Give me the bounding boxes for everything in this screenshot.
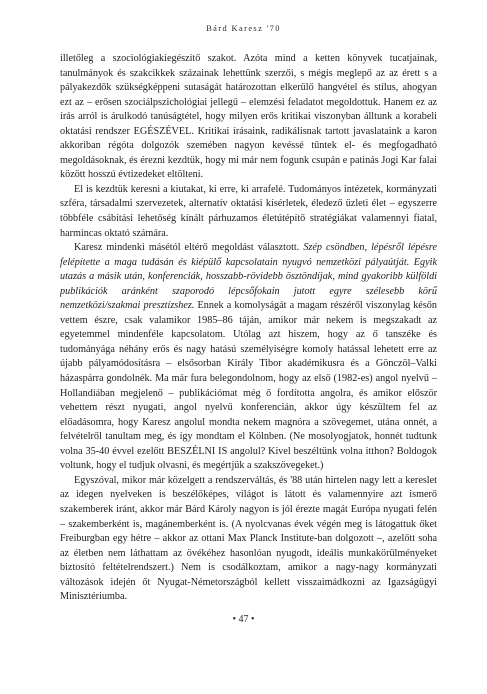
- paragraph-3-intro: Karesz mindenki másétól eltérő megoldást választott.: [74, 242, 304, 254]
- running-head: Bárd Karesz '70: [206, 24, 281, 33]
- page-number: • 47 •: [232, 614, 255, 625]
- paragraph-2: El is kezdtük keresni a kiutakat, ki erre, ki arrafelé. Tudományos intézetek, kormányzati szféra, társadalmi szervezetek, alternatív oktatási kísérletek, éledező üzleti élet – egyszerre többféle csábítási lehetőség kínált párhuzamos életútépítő stratégiákat valamennyi fiatal, harmincas oktató számára.: [60, 183, 437, 239]
- paragraph-3: [60, 241, 437, 474]
- paragraph-1: illetőleg a szociológiakiegészítő szakot. Azóta mind a ketten könyvek tucatjainak, tanulmányok és szakcikkek százainak lehettünk szerzői, s mégis meglepő az az érett s a pályakezdők szükségképpeni sutaságát határozottan elkerülő hangvétel és stílus, ahogyan ezt az – erősen szociálpszichológiai jellegű – elemzési feladatot megoldottuk. Hanem ez az írás arról is árulkodó tanúságtétel, hogy milyen erős kritikai viszonyban álltunk a korabeli oktatási rendszer EGÉSZÉVEL. Kritikai írásaink, radikálisnak tartott javaslataink a karon akkoriban régóta dolgozók szemében nagyon kevéssé tűntek el- és megfogadható megoldásoknak, és érezni kezdtük, hogy mi már nem fogunk csupán e patinás Jogi Kar falai között hosszú évtizedeket eltölteni.: [60, 53, 437, 181]
- paragraph-3-italic: Szép csöndben, lépésről lépésre felépítette a maga tudásán és kiépülő kapcsolatain nyugvó nemzetközi pályaútját. Egyik utazás a másik után, konferenciák, hosszabb-rövidebb ösztöndíjak, mind gyakoribb külföldi publikációk aránként szaporodó lépcsőfokain jutott egyre szélesebb körű nemzetközi/szakmai presztízshez.: [60, 242, 437, 312]
- paragraph-3-rest: Ennek a komolyságát a magam részéről viszonylag későn vettem észre, csak valamikor 1985–86 táján, amikor már nekem is megszakadt az egyetemmel mindenféle kapcsolatom. Utólag azt hiszem, hogy az ő tanszéke és tudományága néhány erős és nagy hatású személyiségre komoly hatással lehetett erre az újabb pályamódosításra – elsősorban Király Tibor akadémikusra és a Gönczöl–Valki házaspárra gondolnék. Ma már fura belegondolnom, hogy az első (1982-es) angol nyelvű – Hollandiában megjelenő – publikációmat még ő fordította angolra, és amikor először vehettem részt nyugati, angol nyelvű konferencián, akkor úgy készültem fel az előadásomra, hogy Karesz angolul mondta nekem magnóra a szövegemet, utána onnét, a felvételről tanultam meg, és így mondtam el Kölnben. (Ne mosolyogjatok, honnét tudtunk volna 35-40 évvel ezelőtt BESZÉLNI IS angolul? Kivel beszéltünk volna itthon? Boldogok voltunk, hogy el tudjuk olvasni, és megértjük a szakszövegeket.): [60, 300, 437, 472]
- body-text: [60, 52, 437, 605]
- paragraph-4: Egyszóval, mikor már közelgett a rendszerváltás, és '88 után hirtelen nagy lett a kereslet az idegen nyelveken is beszélőképes, világot is látott és valamennyire azt ismerő szakemberek iránt, akkor már Bárd Károly nagyon is jól érezte magát Európa nyugati felén – szakemberként is, magánemberként is. (A nyolcvanas évek végén meg is látogattuk őket Freiburgban egy hétre – akkor az ottani Max Planck Institute-ban dolgozott –, azelőtt soha az életben nem láthattam az övékéhez hasonlóan nyugodt, ideális munkakörülményeket biztosító feltételrendszert.) Nem is csodálkoztam, amikor a nagy-nagy kormányzati változások idején őt Nyugat-Németországból kellett visszaimádkozni az Igazságügyi Minisztériumba.: [60, 474, 437, 603]
